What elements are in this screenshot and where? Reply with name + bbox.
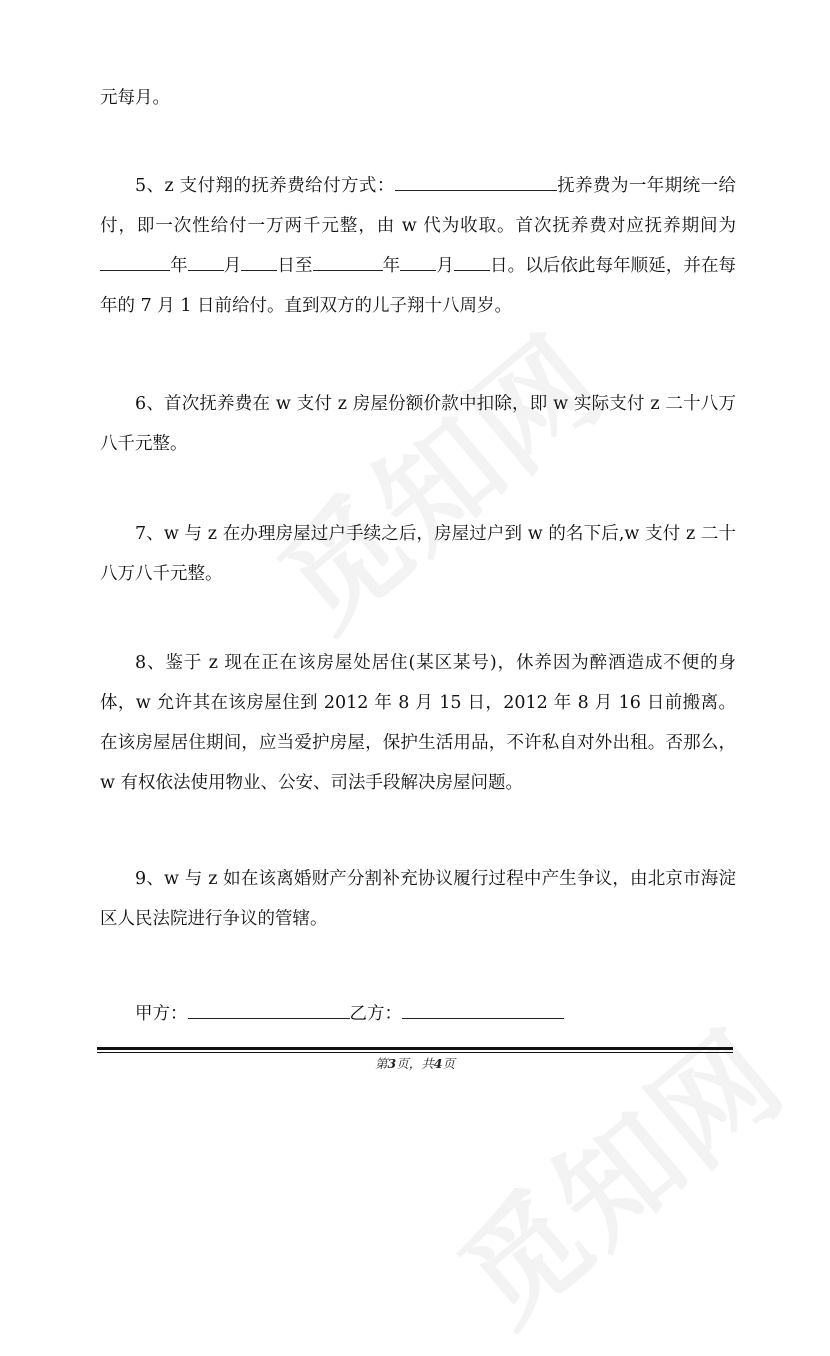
end-month-blank[interactable] bbox=[400, 250, 436, 271]
watermark bbox=[238, 291, 634, 662]
end-day-blank[interactable] bbox=[454, 250, 490, 271]
paragraph-6: 6、首次抚养费在 w 支付 z 房屋份额价款中扣除，即 w 实际支付 z 二十八万八千元整。 bbox=[100, 394, 736, 454]
paragraph-5-lead: 5、z 支付翔的抚养费给付方式： bbox=[135, 176, 395, 196]
party-b-label: 乙方： bbox=[349, 1004, 402, 1024]
footer-rule-thick bbox=[97, 1047, 733, 1050]
paragraph-7: 7、w 与 z 在办理房屋过户手续之后，房屋过户到 w 的名下后,w 支付 z 二十八万八千元整。 bbox=[100, 524, 736, 584]
footer-middle: 页，共 bbox=[396, 1056, 434, 1071]
end-year-label: 年 bbox=[382, 256, 401, 276]
total-page-number: 4 bbox=[433, 1056, 443, 1071]
start-month-label: 月 bbox=[223, 256, 242, 276]
footer-rule-thin bbox=[97, 1052, 733, 1053]
paragraph-5 bbox=[100, 166, 736, 326]
start-day-to-label: 日至 bbox=[277, 256, 313, 276]
start-day-blank[interactable] bbox=[241, 250, 277, 271]
start-month-blank[interactable] bbox=[188, 250, 224, 271]
paragraph-8: 8、鉴于 z 现在正在该房屋处居住(某区某号)，休养因为醉酒造成不便的身体，w 允许其在该房屋住到 2012 年 8 月 15 日，2012 年 8 月 16 日前搬离。在该房屋居住期间，应当爱护房屋，保护生活用品，不许私自对外出租。否那么，w 有权依法使用物业、公安、司法手段解决房屋问题。 bbox=[100, 653, 736, 793]
end-year-blank[interactable] bbox=[313, 250, 383, 271]
party-b-signature-blank[interactable] bbox=[402, 998, 564, 1019]
watermark-bottom bbox=[418, 986, 814, 1356]
start-year-blank[interactable] bbox=[100, 250, 170, 271]
party-a-label: 甲方： bbox=[135, 1004, 188, 1024]
page-number-footer bbox=[0, 1054, 830, 1072]
paragraph-5-tail: 日。以后依此每年顺延，并在每年的 7 月 1 日前给付。直到双方的儿子翔十八周岁。 bbox=[100, 256, 737, 316]
paragraph-9: 9、w 与 z 如在该离婚财产分割补充协议履行过程中产生争议，由北京市海淀区人民法院进行争议的管辖。 bbox=[100, 869, 736, 929]
start-year-label: 年 bbox=[170, 256, 188, 276]
footer-suffix: 页 bbox=[442, 1056, 455, 1071]
signature-line bbox=[135, 998, 564, 1029]
end-month-label: 月 bbox=[436, 256, 454, 276]
party-a-signature-blank[interactable] bbox=[188, 998, 350, 1019]
current-page-number: 3 bbox=[387, 1056, 397, 1071]
footer-prefix: 第 bbox=[375, 1056, 388, 1071]
paragraph-5-body: 抚养费为一年期统一给付，即一次性给付一万两千元整，由 w 代为收取。首次抚养费对应抚养期间为 bbox=[100, 176, 736, 236]
paragraph-continued: 元每月。 bbox=[100, 88, 170, 108]
payment-method-blank[interactable] bbox=[395, 170, 557, 191]
